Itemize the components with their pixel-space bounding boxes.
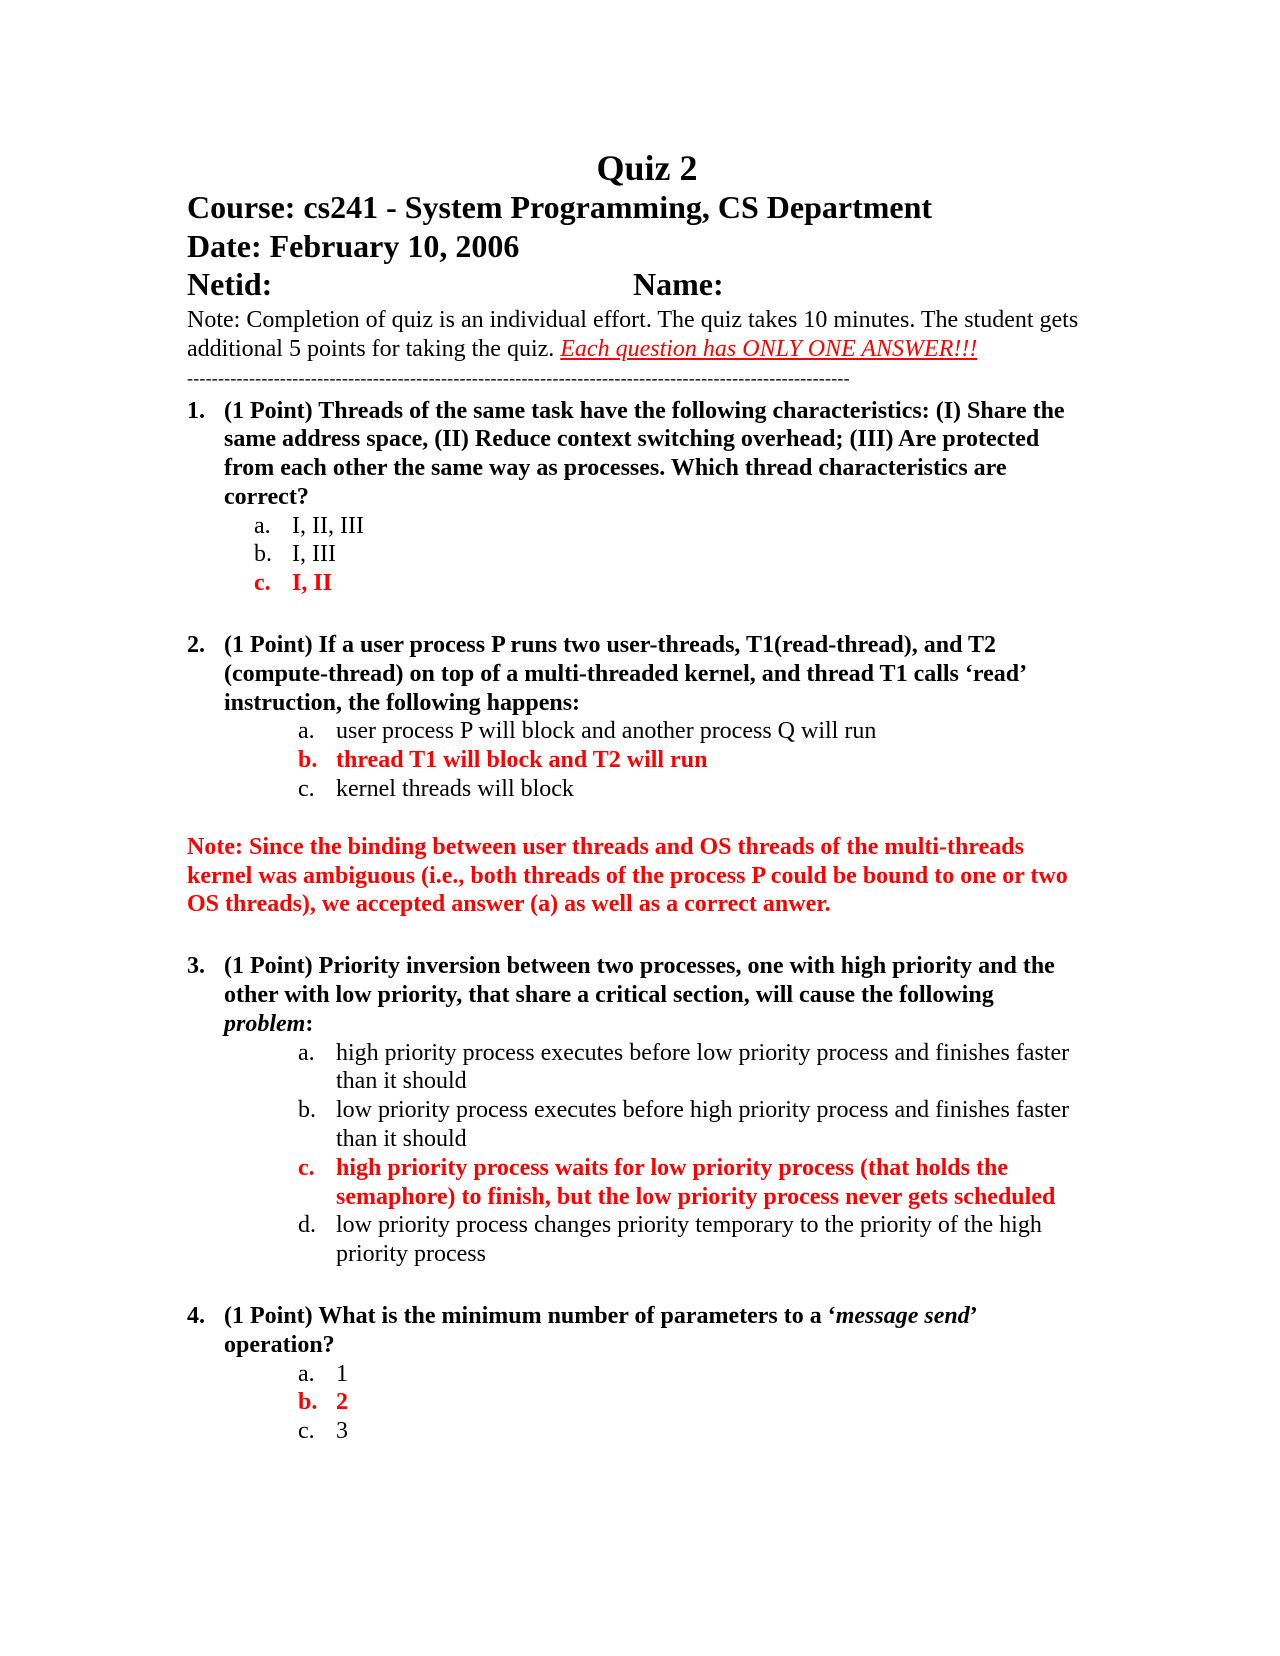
option-text: I, II, III <box>292 512 364 539</box>
instructions-note <box>187 306 1087 364</box>
question-number: 4. <box>187 1303 205 1330</box>
option <box>298 1417 1087 1446</box>
question-2 <box>187 631 1087 717</box>
question-2-options <box>298 717 1087 803</box>
option <box>298 1211 1087 1269</box>
correct-option <box>298 1388 1087 1417</box>
option-letter: b. <box>298 1097 316 1124</box>
option-letter: b. <box>298 747 318 774</box>
option-text: high priority process executes before low priority process and finishes faster than it should <box>336 1039 1070 1095</box>
date-line: Date: February 10, 2006 <box>187 227 520 264</box>
netid-name-line <box>187 265 1087 304</box>
question-number: 3. <box>187 953 205 980</box>
option-letter: c. <box>254 570 271 597</box>
question-text-main: (1 Point) What is the minimum number of parameters to a ‘ <box>224 1303 836 1330</box>
question-number: 2. <box>187 632 205 659</box>
one-answer-emphasis: Each question has ONLY ONE ANSWER!!! <box>560 335 978 362</box>
option <box>254 512 1087 541</box>
option <box>298 1096 1087 1154</box>
question-text <box>224 952 1087 1038</box>
grading-note: Note: Since the binding between user threads and OS threads of the multi-threads kernel was ambiguous (i.e., both threads of the process P could be bound to one or two OS threads), we accepted answer (a) as well as a correct anwer. <box>187 833 1068 918</box>
question-text-end: ’ operation? <box>224 1303 976 1358</box>
option-letter: d. <box>298 1212 316 1239</box>
question-4 <box>187 1302 1087 1360</box>
option-letter: b. <box>298 1389 318 1416</box>
quiz-title: Quiz 2 <box>596 148 698 188</box>
divider: ----------------------------------------------------------------------------------------------------------- <box>187 367 850 388</box>
option-text: 2 <box>336 1389 348 1416</box>
option-text: I, III <box>292 541 336 568</box>
correct-option <box>298 1154 1087 1212</box>
correct-option <box>254 569 1087 598</box>
option-text: kernel threads will block <box>336 776 574 803</box>
question-text-italic: problem <box>224 1010 306 1037</box>
option-letter: a. <box>298 1360 315 1387</box>
option-letter: c. <box>298 1418 315 1445</box>
option-text: thread T1 will block and T2 will run <box>336 747 708 774</box>
option-text: 1 <box>336 1360 348 1387</box>
option-text: user process P will block and another process Q will run <box>336 718 877 745</box>
option <box>298 775 1087 804</box>
course-line: Course: cs241 - System Programming, CS Department <box>187 189 933 225</box>
question-text <box>224 1302 1087 1360</box>
question-1-options <box>254 512 1087 598</box>
question-number: 1. <box>187 397 205 424</box>
option-text: 3 <box>336 1418 348 1445</box>
question-4-options <box>298 1360 1087 1446</box>
option <box>298 1360 1087 1389</box>
option-letter: a. <box>298 718 315 745</box>
question-text-end: : <box>305 1010 314 1037</box>
option-text: high priority process waits for low priority process (that holds the semaphore) to finish, but the low priority process never gets scheduled <box>336 1154 1056 1210</box>
question-1 <box>187 397 1087 512</box>
option <box>254 540 1087 569</box>
question-text-main: (1 Point) Priority inversion between two processes, one with high priority and the other with low priority, that share a critical section, will cause the following <box>224 953 1055 1009</box>
netid-label: Netid: <box>187 266 273 302</box>
option-letter: b. <box>254 541 272 568</box>
question-3 <box>187 952 1087 1038</box>
question-3-options <box>298 1039 1087 1269</box>
correct-option <box>298 746 1087 775</box>
option-text: low priority process executes before high priority process and finishes faster than it should <box>336 1097 1070 1153</box>
question-text-italic: message send <box>835 1303 970 1330</box>
note-text: Note: Completion of quiz is an individual effort. The quiz takes 10 minutes. The student gets additional 5 points for taking the quiz. <box>187 306 1079 362</box>
question-text: (1 Point) Threads of the same task have the following characteristics: (I) Share the same address space, (II) Reduce context switching overhead; (III) Are protected from each other the same way as processes. Which thread characteristics are correct? <box>224 397 1065 510</box>
quiz-document <box>187 148 1087 1446</box>
option-letter: a. <box>298 1039 315 1066</box>
option-text: low priority process changes priority temporary to the priority of the high priority process <box>336 1212 1042 1268</box>
option <box>298 717 1087 746</box>
option-letter: a. <box>254 512 271 539</box>
option-letter: c. <box>298 1154 315 1181</box>
name-label: Name: <box>633 266 724 302</box>
question-text: (1 Point) If a user process P runs two user-threads, T1(read-thread), and T2 (compute-thread) on top of a multi-threaded kernel, and thread T1 calls ‘read’ instruction, the following happens: <box>224 632 1026 716</box>
option-letter: c. <box>298 776 315 803</box>
option <box>298 1039 1087 1097</box>
option-text: I, II <box>292 570 333 597</box>
